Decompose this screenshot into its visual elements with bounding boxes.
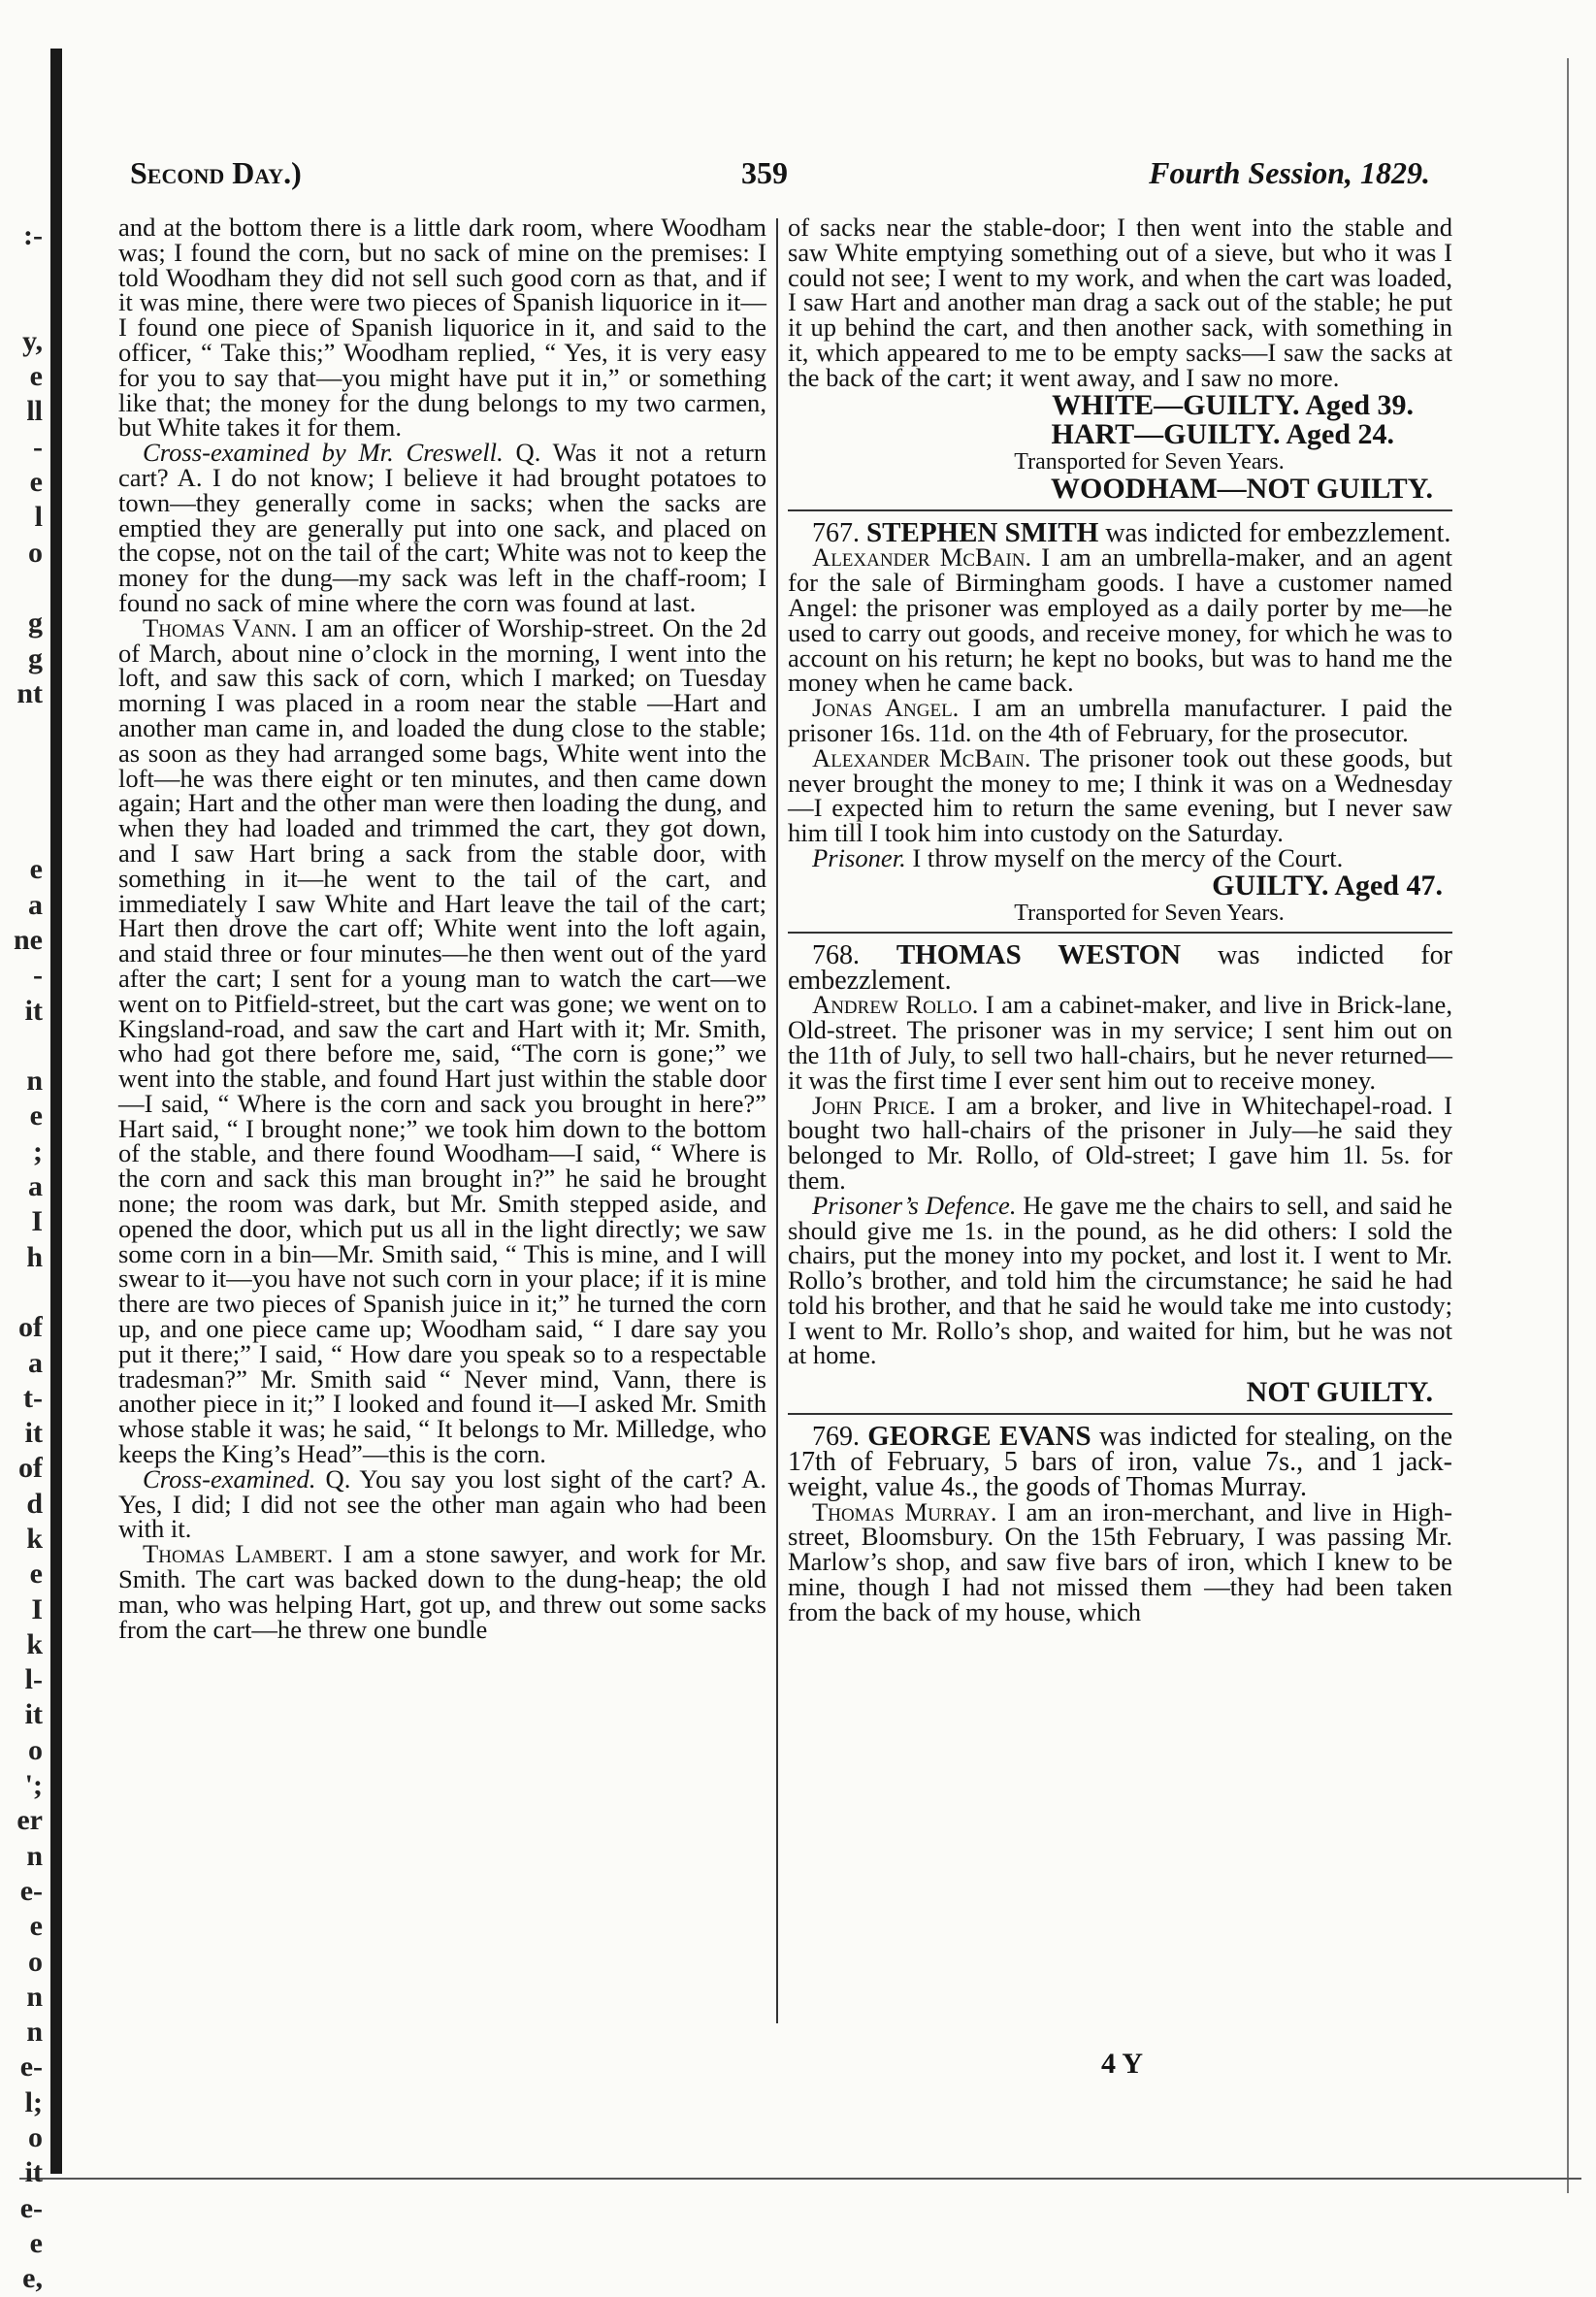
edge-mark: I [31, 1205, 43, 1238]
adjacent-page-edge-letters [4, 218, 43, 2297]
case-separator [788, 1413, 1452, 1415]
header-session: Fourth Session, 1829. [1149, 155, 1430, 190]
paragraph [788, 990, 1452, 1095]
paragraph [118, 1539, 766, 1644]
case-separator [788, 932, 1452, 934]
edge-mark: l [34, 501, 43, 534]
sentence: Transported for Seven Years. [1014, 448, 1285, 475]
edge-mark: k [26, 1627, 43, 1660]
case-heading [788, 938, 1453, 996]
defendant-name: GEORGE EVANS [867, 1421, 1091, 1453]
edge-mark: a [28, 1346, 43, 1379]
edge-mark: - [33, 430, 43, 463]
witness-name: Thomas Vann. [143, 612, 298, 642]
paragraph-text: Q. You say you lost sight of the cart? A. Yes, I did; I did not see the other man again who had been with it. [118, 1463, 766, 1544]
charge-text: was indicted for embezzlement. [788, 939, 1453, 996]
edge-mark: l; [24, 2085, 43, 2118]
binding-shadow [50, 49, 62, 2174]
edge-mark: e [29, 1099, 43, 1132]
edge-mark [4, 1275, 43, 1310]
sentence: Transported for Seven Years. [1014, 900, 1285, 926]
paragraph [788, 1190, 1452, 1370]
signature-mark: 4 Y [1101, 2048, 1144, 2080]
edge-mark [4, 289, 43, 324]
cross-examination-label: Cross-examined by Mr. Creswell. [143, 438, 504, 468]
edge-mark: o [28, 1945, 43, 1978]
edge-mark: ; [33, 1134, 43, 1167]
edge-mark: g [28, 607, 43, 640]
edge-mark: e [29, 466, 43, 499]
paragraph: and at the bottom there is a little dark room, where Woodham was; I found the corn, but no sack of mine on the premises: I told Woodham they did not sell such good corn as that, and if it was mine, there were two pieces of Spanish liquorice in it—I found one piece of Spanish liquorice in it, and said to the officer, “ Take this;” Woodham replied, “ Yes, it is very easy for you to say that—you might have put it in,” or something like that; the money for the dung belongs to my two carmen, but White takes it for them. [118, 213, 766, 443]
edge-mark: a [28, 1170, 43, 1203]
edge-mark [4, 1029, 43, 1064]
edge-mark: '; [24, 1769, 43, 1802]
witness-name: Jonas Angel. [812, 693, 960, 723]
edge-mark: e- [19, 2051, 43, 2084]
paragraph [788, 1496, 1453, 1626]
edge-mark: h [26, 1240, 43, 1273]
verdict: WHITE—GUILTY. Aged 39. [1052, 388, 1414, 421]
edge-mark: e [29, 1558, 43, 1591]
left-column [118, 215, 766, 1642]
running-header [130, 155, 1430, 194]
case-heading [788, 1421, 1452, 1502]
edge-mark [4, 782, 43, 817]
paragraph [788, 693, 1452, 747]
edge-mark: n [26, 1839, 43, 1872]
paragraph [118, 612, 767, 1469]
edge-mark: of [18, 1311, 43, 1344]
edge-mark: o [28, 1733, 43, 1766]
edge-mark: d [26, 1487, 43, 1520]
case-number: 768. [812, 939, 860, 970]
paragraph-text: I throw myself on the mercy of the Court. [905, 842, 1344, 872]
edge-mark: e, [22, 2262, 43, 2295]
edge-mark [4, 571, 43, 606]
edge-mark: nt [16, 676, 43, 709]
paragraph [788, 742, 1452, 848]
page-bottom-edge [19, 2178, 1581, 2180]
paragraph-text: Q. Was it not a return cart? A. I do not know; I believe it had brought potatoes to town—they generally come in sacks; when the sacks are emptied they are generally put into one sack, and placed on the copse, not on the tail of the cart; White was not to keep the money for the dung—my sack was left in the chaff-room; I found no sack of mine where the corn was found at last. [118, 438, 766, 617]
verdict: WOODHAM—NOT GUILTY. [1051, 472, 1433, 505]
edge-mark: er [16, 1804, 43, 1837]
edge-mark: ne [14, 923, 43, 956]
edge-mark: - [33, 959, 43, 992]
paragraph-text: I am a stone sawyer, and work for Mr. Smith. The cart was backed down to the dung-heap; the old man, who was helping Hart, got up, and threw out some sacks from the cart—he threw one bundle [118, 1539, 766, 1644]
defence-label: Prisoner’s Defence. [812, 1190, 1017, 1220]
edge-mark: :- [23, 219, 43, 251]
edge-mark: e- [19, 1874, 43, 1907]
witness-name: Thomas Lambert. [143, 1539, 334, 1569]
edge-mark: I [31, 1592, 43, 1625]
page-number: 359 [741, 155, 788, 190]
paragraph-text: I am an iron-merchant, and live in High-street, Bloomsbury. On the 15th February, I was passing Mr. Marlow’s shop, and saw five bars of iron, which I knew to be mine, though I had not missed them —they had been taken from the back of my house, which [788, 1496, 1453, 1626]
witness-name: Alexander McBain. [812, 742, 1031, 772]
paragraph [118, 1463, 766, 1544]
paragraph-text: I am a cabinet-maker, and live in Brick-lane, Old-street. The prisoner was in my service; I sent him out on the 11th of July, to sell two hall-chairs, but he never returned—it was the first time I ever sent him out to receive money. [788, 990, 1452, 1095]
paragraph-text: I am a broker, and live in Whitechapel-road. I bought two hall-chairs of the prisoner in July—he said they belonged to Mr. Rollo, of Old-street; I gave him 1l. 5s. for them. [788, 1090, 1452, 1195]
case-separator [788, 509, 1452, 511]
witness-name: Thomas Murray. [812, 1496, 997, 1526]
edge-mark: it [24, 2156, 43, 2189]
edge-mark: e [29, 360, 43, 393]
edge-mark: it [24, 994, 43, 1027]
paragraph [118, 438, 766, 617]
edge-mark: y, [22, 324, 43, 357]
edge-mark [4, 817, 43, 852]
edge-mark: e [29, 853, 43, 886]
cross-examination-label: Cross-examined. [143, 1463, 316, 1493]
case-number: 767. [812, 517, 860, 548]
charge-text: was indicted for embezzlement. [1098, 517, 1451, 548]
paragraph [788, 842, 1452, 872]
paragraph-text: The prisoner took out these goods, but never brought the money to me; I think it was on a Wednesday—I expected him to return the same evening, but I never saw him till I took him into custody on the Saturday. [788, 742, 1452, 848]
edge-mark: n [26, 1980, 43, 2013]
witness-name: Alexander McBain. [812, 542, 1032, 573]
right-column [788, 215, 1452, 1625]
column-divider [776, 218, 778, 2023]
case-number: 769. [812, 1422, 860, 1453]
edge-mark: it [24, 1417, 43, 1450]
edge-mark: ll [26, 395, 43, 428]
verdict: NOT GUILTY. [1246, 1376, 1433, 1409]
page-edge-line [1567, 58, 1569, 2193]
edge-mark: it [24, 1698, 43, 1731]
paragraph [788, 1090, 1452, 1195]
edge-mark: e- [19, 2191, 43, 2224]
witness-name: John Price. [812, 1090, 936, 1120]
edge-mark: o [28, 536, 43, 569]
edge-mark: e [29, 2226, 43, 2259]
witness-name: Andrew Rollo. [812, 990, 979, 1020]
edge-mark: e [29, 1910, 43, 1943]
edge-mark [4, 711, 43, 746]
charge-text: was indicted for stealing, on the 17th of February, 5 bars of iron, value 7s., and 1 jack-weight, value 4s., the goods of Thomas Murray. [788, 1422, 1452, 1502]
paragraph-text: I am an officer of Worship-street. On the 2d of March, about nine o’clock in the morning, I went into the loft, and saw this sack of corn, which I marked; on Tuesday morning I was placed in a room near the stable —Hart and another man came in, and loaded the dung close to the stable; as soon as they had arranged some bags, White went into the loft—he was there eight or ten minutes, and then came down again; Hart and the other man were then loading the dung, and when they had loaded and trimmed the cart, they got down, and I saw Hart bring a sack from the stable door, with something in it—he went to the tail of the cart, and immediately I saw White and Hart leave the tail of the cart; Hart then drove the cart off; White went into the loft again, and staid three or four minutes—he then went out of the yard after the cart; I sent for a young man to watch the cart—we went on to Pitfield-street, but the cart was gone; we went on to Kingsland-road, and saw the cart and Hart with it; Mr. Smith, who had got there before me, said, “The corn is gone;” we went into the stable, and found Hart just within the stable door—I said, “ Where is the corn and sack you brought in here?” Hart said, “ I brought none;” we took him down to the bottom of the stable, and there found Woodham—I said, “ Where is the corn and sack this man brought in?” he said he brought none; the room was dark, but Mr. Smith stepped aside, and opened the door, which put us all in the light directly; we saw some corn in a bin—Mr. Smith said, “ This is mine, and I will swear to it—you have not such corn in your place; if it is mine there are two pieces of Spanish juice in it;” he turned the corn up, and one piece came up; Woodham said, “ I dare say you put it there;” I said, “ How dare you speak so to a respectable tradesman?” Mr. Smith said “ Never mind, Vann, there is another piece in it;” I looked and found it—I asked Mr. Smith whose stable it was; he said, “ It belongs to Mr. Milledge, who keeps the King’s Head”—this is the corn. [118, 612, 767, 1469]
paragraph: of sacks near the stable-door; I then went into the stable and saw White emptying something out of a sieve, but who it was I could not see; I went to my work, and when the cart was loaded, I saw Hart and another man drag a sack out of the stable; he put it up behind the cart, and then another sack, with something in it, which appeared to me to be empty sacks—I saw the sacks at the back of the cart; it went away, and I saw no more. [788, 213, 1452, 392]
paragraph-text: He gave me the chairs to sell, and said he should give me 1s. in the pound, as he did others: I sold the chairs, put the money into my pocket, and lost it. I went to Mr. Rollo’s brother, and told him the circumstance; he said he had told his brother, and that he said he would take me into custody; I went to Mr. Rollo’s shop, and waited for him, but he was not at home. [788, 1190, 1452, 1370]
edge-mark: l- [24, 1663, 43, 1696]
paragraph-text: I am an umbrella manufacturer. I paid the prisoner 16s. 11d. on the 4th of February, for the prosecutor. [788, 693, 1452, 747]
edge-mark [4, 253, 43, 288]
edge-mark: t- [23, 1381, 43, 1414]
verdict: GUILTY. Aged 47. [1212, 869, 1443, 902]
paragraph [788, 542, 1452, 698]
prisoner-label: Prisoner. [812, 842, 906, 872]
paragraph-text: I am an umbrella-maker, and an agent for the sale of Birmingham goods. I have a customer named Angel: the prisoner was employed as a daily porter by me—he used to carry out goods, and receive money, for which he was to account on his return; he kept no books, but was to hand me the money when he came back. [788, 542, 1452, 698]
edge-mark: n [26, 2016, 43, 2049]
edge-mark [4, 746, 43, 781]
edge-mark: k [26, 1522, 43, 1555]
defendant-name: STEPHEN SMITH [866, 516, 1099, 548]
edge-mark: g [28, 641, 43, 674]
verdict: HART—GUILTY. Aged 24. [1051, 417, 1394, 450]
edge-mark: n [26, 1065, 43, 1098]
edge-mark: of [18, 1452, 43, 1485]
edge-mark: o [28, 2121, 43, 2154]
header-day: Second Day.) [130, 155, 302, 190]
edge-mark: a [28, 888, 43, 921]
defendant-name: THOMAS WESTON [896, 938, 1182, 970]
